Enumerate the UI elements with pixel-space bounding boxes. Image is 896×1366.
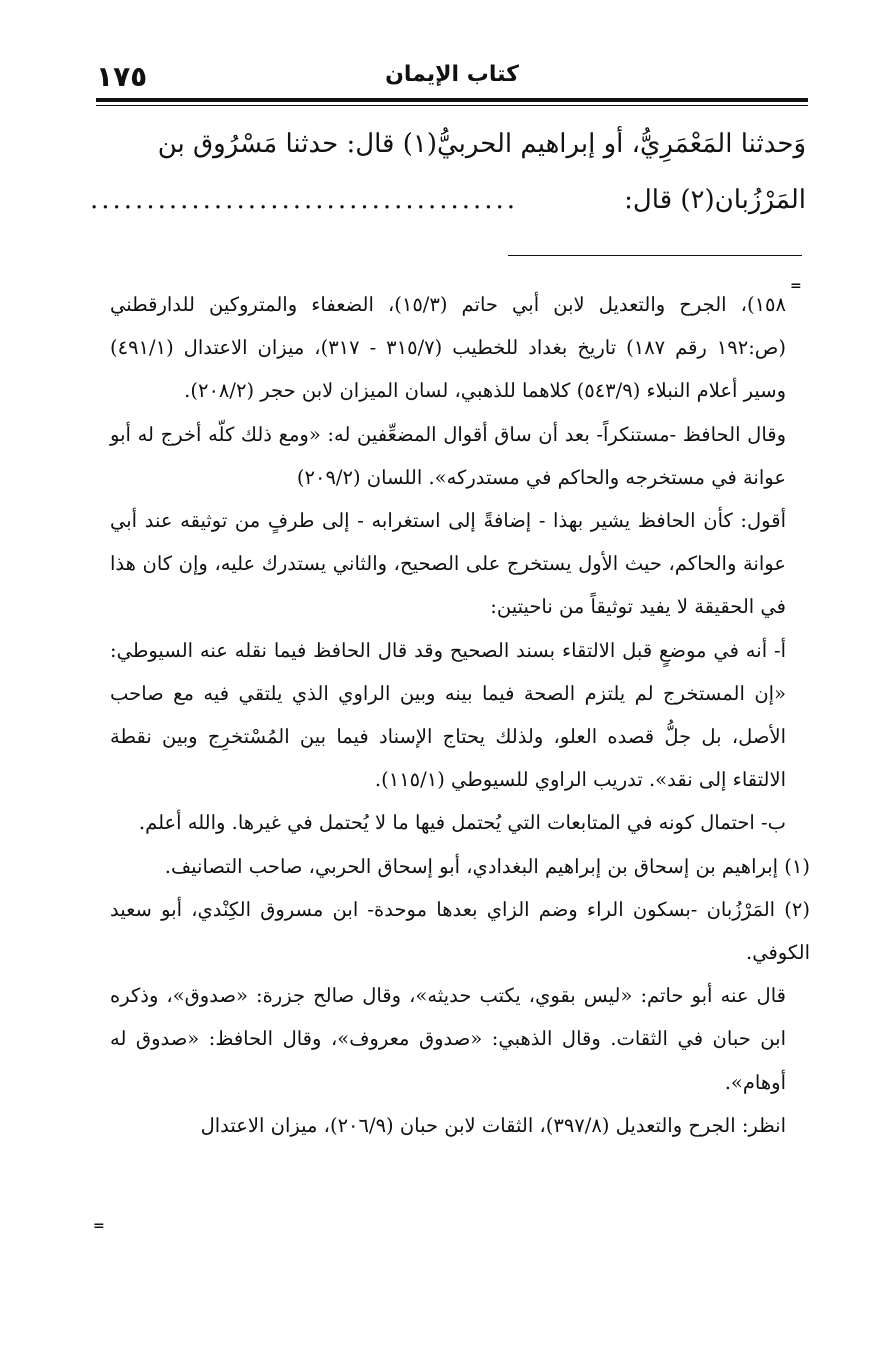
continuation-mark-bottom: =	[93, 1218, 105, 1234]
note-paragraph: وقال الحافظ -مستنكراً- بعد أن ساق أقوال المضعِّفين له: «ومع ذلك كلّه أخرج له أبو عوانة في مستخرجه والحاكم في مستدركه». اللسان (٢٠٩/٢)	[110, 422, 786, 489]
main-line-1: وَحدثنا المَعْمَرِيُّ، أو إبراهيم الحربيُّ(١) قال: حدثنا مَسْرُوق بن	[157, 129, 806, 159]
header-rule-thin	[96, 105, 808, 106]
running-title: كتاب الإيمان	[385, 62, 519, 87]
footnote-separator	[508, 255, 802, 256]
page-header	[96, 58, 808, 98]
note-paragraph: أقول: كأن الحافظ يشير بهذا - إضافةً إلى استغرابه - إلى طرفٍ من توثيقه عند أبي عوانة والحاكم، حيث الأول يستخرج على الصحيح، والثاني يستدرك عليه، وإن كان هذا في الحقيقة لا يفيد توثيقاً من ناحيتين:	[110, 509, 786, 619]
note-paragraph: انظر: الجرح والتعديل (٣٩٧/٨)، الثقات لابن حبان (٢٠٦/٩)، ميزان الاعتدال	[200, 1113, 786, 1137]
main-line-2	[90, 172, 806, 228]
note-paragraph: ١٥٨)، الجرح والتعديل لابن أبي حاتم (١٥/٣)، الضعفاء والمتروكين للدارقطني (ص:١٩٢ رقم ١٨٧) تاريخ بغداد للخطيب (٣١٥/٧ - ٣١٧)، ميزان الاعتدال (٤٩١/١) وسير أعلام النبلاء (٥٤٣/٩) كلاهما للذهبي، لسان الميزان لابن حجر (٢٠٨/٢).	[110, 293, 786, 403]
note-paragraph: ب- احتمال كونه في المتابعات التي يُحتمل فيها ما لا يُحتمل في غيرها. والله أعلم.	[138, 811, 786, 835]
main-line-2-text: المَرْزُبان(٢) قال:	[624, 185, 806, 215]
footnote-2: (٢) المَرْزُبان -بسكون الراء وضم الزاي بعدها موحدة- ابن مسروق الكِنْدي، أبو سعيد الكوفي.	[110, 897, 810, 965]
page-number: ١٧٥	[96, 60, 148, 93]
footnotes	[110, 283, 810, 1147]
note-paragraph: قال عنه أبو حاتم: «ليس بقوي، يكتب حديثه»، وقال صالح جزرة: «صدوق»، وذكره ابن حبان في الثقات. وقال الذهبي: «صدوق معروف»، وقال الحافظ: «صدوق له أوهام».	[110, 984, 786, 1094]
footnote-1: (١) إبراهيم بن إسحاق بن إبراهيم البغدادي، أبو إسحاق الحربي، صاحب التصانيف.	[164, 854, 810, 878]
ellipsis-dots: ......................................	[90, 185, 519, 215]
main-text	[90, 116, 806, 228]
note-paragraph: أ- أنه في موضعٍ قبل الالتقاء بسند الصحيح وقد قال الحافظ فيما نقله عنه السيوطي: «إن المستخرج لم يلتزم الصحة فيما بينه وبين الراوي الذي يلتقي فيه مع صاحب الأصل، بل جلُّ قصده العلو، ولذلك يحتاج الإسناد فيما بين المُسْتخرِج وبين نقطة الالتقاء إلى نقد». تدريب الراوي للسيوطي (١١٥/١).	[110, 638, 786, 792]
continuation-mark-top: =	[790, 278, 802, 294]
header-rule-thick	[96, 98, 808, 102]
